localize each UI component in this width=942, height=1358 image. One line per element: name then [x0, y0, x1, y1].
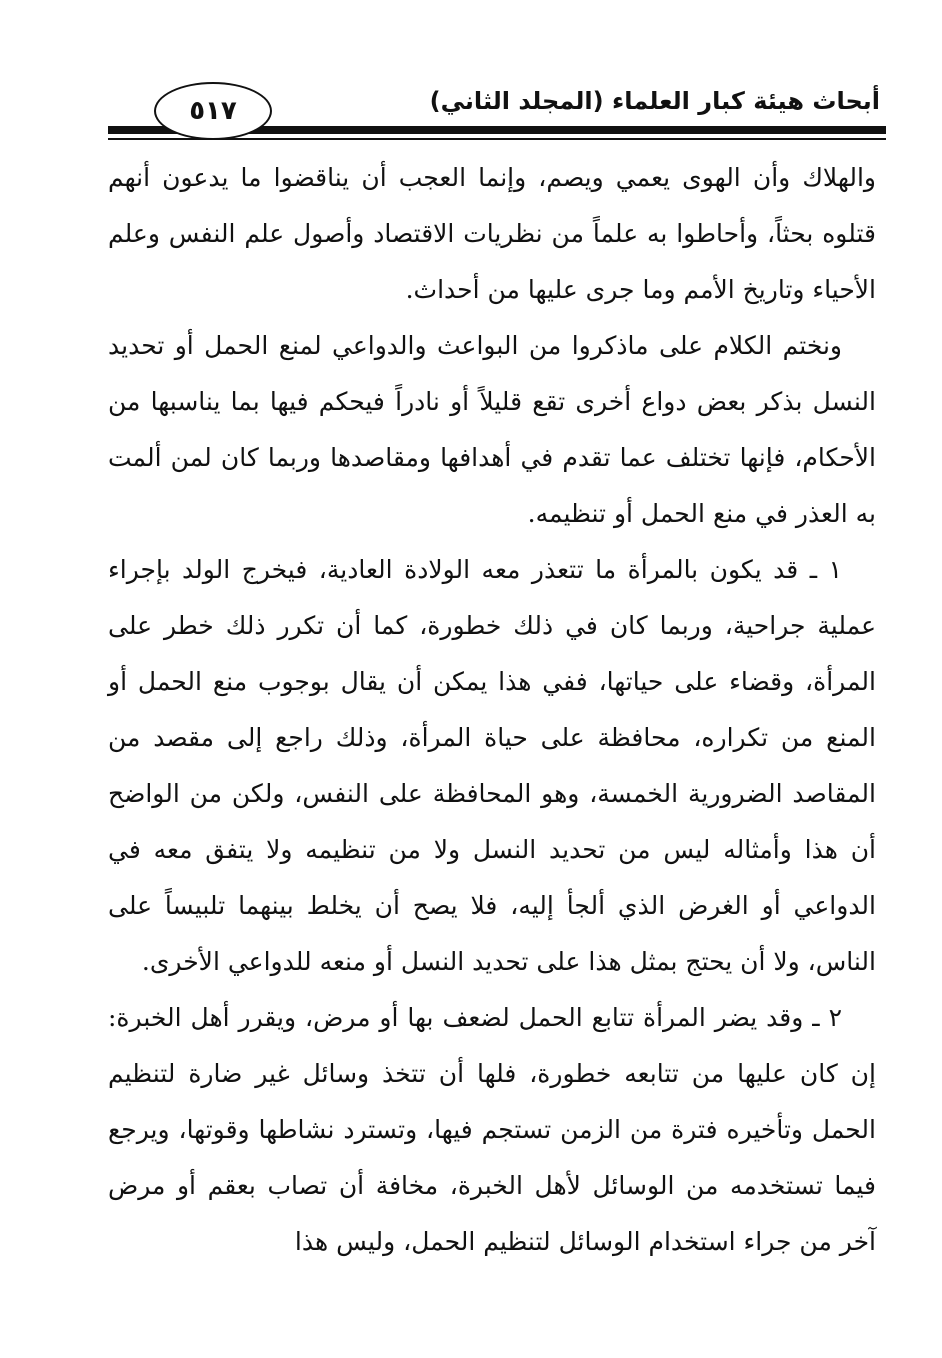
page-number-oval — [154, 82, 272, 140]
paragraph-item-1: ١ ـ قد يكون بالمرأة ما تتعذر معه الولادة العادية، فيخرج الولد بإجراء عملية جراحية، وربما كان في ذلك خطورة، كما أن تكرر ذلك خطر على المرأة، وقضاء على حياتها، ففي هذا يمكن أن يقال بوجوب منع الحمل أو المنع من تكراره، محافظة على حياة المرأة، وذلك راجع إلى مقصد من المقاصد الضرورية الخمسة، وهو المحافظة على النفس، ولكن من الواضح أن هذا وأمثاله ليس من تحديد النسل ولا من تنظيمه ولا يتفق معه في الدواعي أو الغرض الذي ألجأ إليه، فلا يصح أن يخلط بينهما تلبيساً على الناس، ولا أن يحتج بمثل هذا على تحديد النسل أو منعه للدواعي الأخرى. — [108, 555, 877, 976]
book-title: أبحاث هيئة كبار العلماء (المجلد الثاني) — [429, 87, 880, 115]
page-body — [108, 150, 876, 1270]
paragraph-conclusion-intro: ونختم الكلام على ماذكروا من البواعث والدواعي لمنع الحمل أو تحديد النسل بذكر بعض دواع أخرى تقع قليلاً أو نادراً فيحكم فيها بما يناسبها من الأحكام، فإنها تختلف عما تقدم في أهدافها ومقاصدها وربما كان لمن ألمت به العذر في منع الحمل أو تنظيمه. — [108, 331, 876, 528]
page-header — [0, 0, 942, 160]
page-number: ٥١٧ — [189, 96, 237, 126]
paragraph-item-2: ٢ ـ وقد يضر المرأة تتابع الحمل لضعف بها أو مرض، ويقرر أهل الخبرة: إن كان عليها من تتابعه خطورة، فلها أن تتخذ وسائل غير ضارة لتنظيم الحمل وتأخيره فترة من الزمن تستجم فيها، وتسترد نشاطها وقوتها، ويرجع فيما تستخدمه من الوسائل لأهل الخبرة، مخافة أن تصاب بعقم أو مرض آخر من جراء استخدام الوسائل لتنظيم الحمل، وليس هذا — [108, 1003, 876, 1256]
paragraph-continuation: والهلاك وأن الهوى يعمي ويصم، وإنما العجب أن يناقضوا ما يدعون أنهم قتلوه بحثاً، وأحاطوا به علماً من نظريات الاقتصاد وأصول علم النفس وعلم الأحياء وتاريخ الأمم وما جرى عليها من أحداث. — [108, 163, 876, 304]
